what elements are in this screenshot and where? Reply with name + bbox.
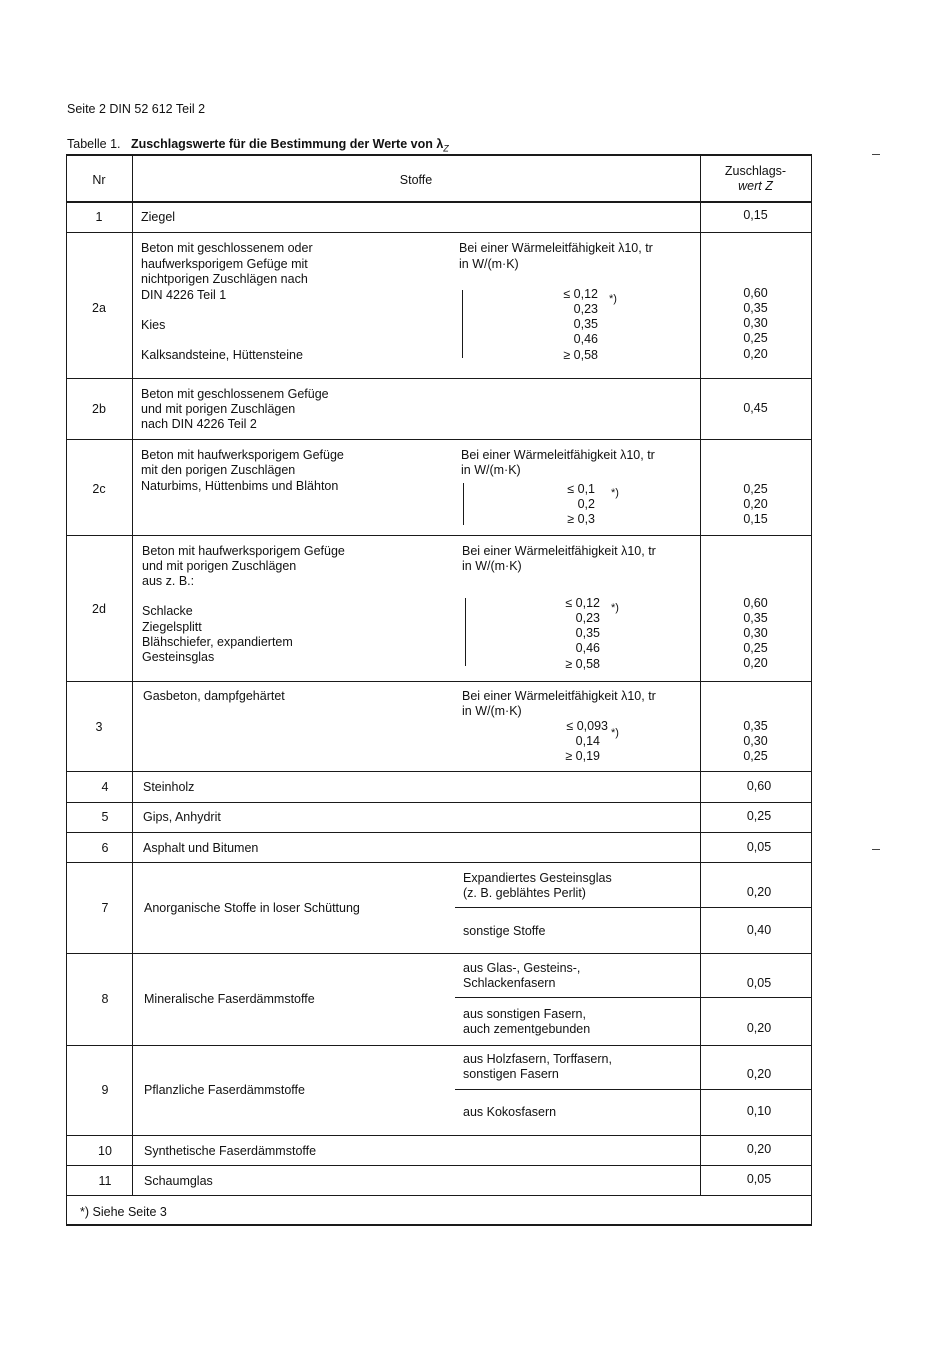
row2c-z: 0,25 — [743, 482, 768, 496]
row2d-material: Gesteinsglas — [142, 650, 215, 664]
row2b-z: 0,45 — [743, 401, 768, 415]
row3-z: 0,25 — [743, 749, 768, 763]
row10-nr: 10 — [98, 1144, 112, 1158]
row11-stoff: Schaumglas — [144, 1174, 213, 1188]
row2d-z: 0,60 — [743, 596, 768, 610]
row2d-z: 0,35 — [743, 611, 768, 625]
table-caption — [67, 137, 449, 154]
row1-stoff: Ziegel — [141, 210, 176, 224]
row7-z2: 0,40 — [746, 923, 772, 937]
row8-sub2-line: auch zementgebunden — [463, 1022, 591, 1036]
row2d-lambda: 0,35 — [575, 626, 600, 640]
row7-stoff: Anorganische Stoffe in loser Schüttung — [144, 901, 360, 915]
row2a-lambda: 0,35 — [573, 317, 598, 331]
row2a-nr: 2a — [92, 301, 106, 315]
row8-sub1-line: aus Glas-, Gesteins-, — [463, 961, 581, 975]
row1-nr: 1 — [95, 210, 103, 224]
row7-nr: 7 — [101, 901, 109, 915]
row8-z1: 0,05 — [746, 976, 772, 990]
row2d-material: Schlacke — [142, 604, 193, 618]
row8-z2: 0,20 — [746, 1021, 772, 1035]
row2d-material: Blähschiefer, expandiertem — [142, 635, 293, 649]
row3-z: 0,35 — [743, 719, 768, 733]
row10-stoff: Synthetische Faserdämmstoffe — [144, 1144, 317, 1158]
row3-z: 0,30 — [743, 734, 768, 748]
row2a-stoff-line: Beton mit geschlossenem oder — [141, 241, 313, 255]
row3-lambda: ≥ 0,19 — [565, 749, 600, 763]
row3-nr: 3 — [95, 720, 103, 734]
row4-z: 0,60 — [746, 779, 772, 793]
brace-icon — [462, 290, 463, 358]
row2c-nr: 2c — [92, 482, 106, 496]
row2c-z: 0,20 — [743, 497, 768, 511]
row2a-z: 0,60 — [743, 286, 768, 300]
row2b-nr: 2b — [92, 402, 106, 416]
row7-sub2: sonstige Stoffe — [463, 924, 546, 938]
row2a-condition: Bei einer Wärmeleitfähigkeit λ10, tr — [459, 241, 653, 255]
row2a-kalk: Kalksandsteine, Hüttensteine — [141, 348, 303, 362]
row9-stoff: Pflanzliche Faserdämmstoffe — [144, 1083, 305, 1097]
col-header-stoffe: Stoffe — [399, 173, 433, 187]
row2d-z: 0,30 — [743, 626, 768, 640]
row2d-lambda: 0,23 — [575, 611, 600, 625]
row3-footnote-mark: *) — [611, 727, 619, 739]
row2c-condition: Bei einer Wärmeleitfähigkeit λ10, tr — [461, 448, 655, 462]
row2d-material: Ziegelsplitt — [142, 620, 202, 634]
row2a-z: 0,20 — [743, 347, 768, 361]
row5-stoff: Gips, Anhydrit — [143, 810, 221, 824]
row9-sub1-line: sonstigen Fasern — [463, 1067, 559, 1081]
col-header-zuschlag-2: wert Z — [738, 179, 773, 193]
row2a-footnote-mark: *) — [609, 293, 617, 305]
row10-z: 0,20 — [746, 1142, 772, 1156]
row2d-stoff-line: aus z. B.: — [142, 574, 195, 588]
row2c-stoff-line: mit den porigen Zuschlägen — [141, 463, 296, 477]
row2d-nr: 2d — [92, 602, 106, 616]
row2d-unit: in W/(m·K) — [462, 559, 522, 573]
row2c-z: 0,15 — [743, 512, 768, 526]
row7-sub1-line: (z. B. geblähtes Perlit) — [463, 886, 586, 900]
row8-sub1-line: Schlackenfasern — [463, 976, 556, 990]
row6-stoff: Asphalt und Bitumen — [143, 841, 259, 855]
row2a-unit: in W/(m·K) — [459, 257, 519, 271]
row2d-lambda: ≥ 0,58 — [565, 657, 600, 671]
row9-sub1-line: aus Holzfasern, Torffasern, — [463, 1052, 612, 1066]
row2c-lambda: 0,2 — [577, 497, 595, 511]
row2d-footnote-mark: *) — [611, 602, 619, 614]
row2c-unit: in W/(m·K) — [461, 463, 521, 477]
row2d-z: 0,20 — [743, 656, 768, 670]
row2c-lambda: ≥ 0,3 — [567, 512, 595, 526]
row9-z2: 0,10 — [746, 1104, 772, 1118]
table-footnote: *) Siehe Seite 3 — [80, 1205, 167, 1219]
row2d-z: 0,25 — [743, 641, 768, 655]
caption-prefix: Tabelle 1. — [67, 137, 121, 151]
row3-stoff: Gasbeton, dampfgehärtet — [143, 689, 285, 703]
row5-z: 0,25 — [746, 809, 772, 823]
row2a-lambda: ≥ 0,58 — [563, 348, 598, 362]
row2c-stoff-line: Naturbims, Hüttenbims und Blähton — [141, 479, 339, 493]
row8-nr: 8 — [101, 992, 109, 1006]
row2d-stoff-line: und mit porigen Zuschlägen — [142, 559, 297, 573]
col-header-nr: Nr — [92, 173, 106, 187]
row2a-stoff-line: haufwerksporigem Gefüge mit — [141, 257, 308, 271]
row9-z1: 0,20 — [746, 1067, 772, 1081]
row3-lambda: 0,14 — [575, 734, 600, 748]
margin-mark — [872, 154, 880, 155]
row8-sub2-line: aus sonstigen Fasern, — [463, 1007, 586, 1021]
row2a-lambda: 0,46 — [573, 332, 598, 346]
row2a-lambda: 0,23 — [573, 302, 598, 316]
row2d-condition: Bei einer Wärmeleitfähigkeit λ10, tr — [462, 544, 656, 558]
row3-condition: Bei einer Wärmeleitfähigkeit λ10, tr — [462, 689, 656, 703]
row2a-lambda: ≤ 0,12 — [563, 287, 598, 301]
row2a-stoff-line: nichtporigen Zuschlägen nach — [141, 272, 308, 286]
row3-lambda: ≤ 0,093 — [566, 719, 608, 733]
row9-sub2: aus Kokosfasern — [463, 1105, 557, 1119]
row8-stoff: Mineralische Faserdämmstoffe — [144, 992, 315, 1006]
col-header-zuschlag-1: Zuschlags- — [724, 164, 787, 178]
row2d-lambda: 0,46 — [575, 641, 600, 655]
caption-title: Zuschlagswerte für die Bestimmung der Werte von λ — [130, 137, 444, 151]
row2d-lambda: ≤ 0,12 — [565, 596, 600, 610]
row6-nr: 6 — [101, 841, 109, 855]
row2b-stoff-line: nach DIN 4226 Teil 2 — [141, 417, 257, 431]
row4-nr: 4 — [101, 780, 109, 794]
row7-z1: 0,20 — [746, 885, 772, 899]
row2c-lambda: ≤ 0,1 — [567, 482, 595, 496]
row2b-stoff-line: und mit porigen Zuschlägen — [141, 402, 296, 416]
row2d-stoff-line: Beton mit haufwerksporigem Gefüge — [142, 544, 345, 558]
brace-icon — [463, 483, 464, 525]
row2a-z: 0,25 — [743, 331, 768, 345]
row9-nr: 9 — [101, 1083, 109, 1097]
row6-z: 0,05 — [746, 840, 772, 854]
row7-sub1-line: Expandiertes Gesteinsglas — [463, 871, 612, 885]
row11-z: 0,05 — [746, 1172, 772, 1186]
page-header: Seite 2 DIN 52 612 Teil 2 — [67, 102, 206, 116]
row2c-stoff-line: Beton mit haufwerksporigem Gefüge — [141, 448, 344, 462]
row1-z: 0,15 — [743, 208, 768, 222]
row2b-stoff-line: Beton mit geschlossenem Gefüge — [141, 387, 329, 401]
brace-icon — [465, 598, 466, 666]
margin-mark — [872, 849, 880, 850]
row5-nr: 5 — [101, 810, 109, 824]
row2a-z: 0,35 — [743, 301, 768, 315]
row2a-stoff-line: DIN 4226 Teil 1 — [141, 288, 227, 302]
row4-stoff: Steinholz — [143, 780, 195, 794]
row2c-footnote-mark: *) — [611, 487, 619, 499]
row2a-kies: Kies — [141, 318, 166, 332]
caption-subscript: Z — [443, 143, 449, 154]
row11-nr: 11 — [98, 1174, 112, 1188]
row2a-z: 0,30 — [743, 316, 768, 330]
row3-unit: in W/(m·K) — [462, 704, 522, 718]
